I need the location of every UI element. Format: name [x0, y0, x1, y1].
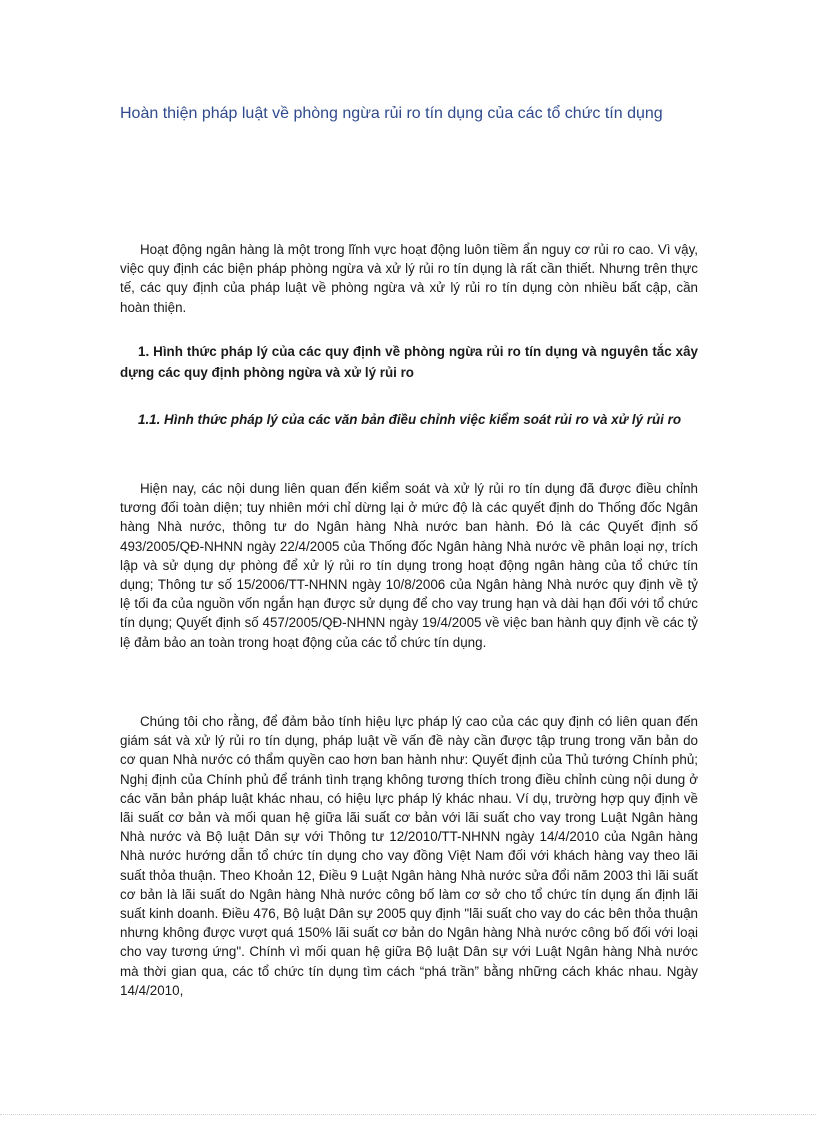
section-heading-1: 1. Hình thức pháp lý của các quy định về phòng ngừa rủi ro tín dụng và nguyên tắc xây dựng các quy định phòng ngừa và xử lý rủi ro	[120, 344, 698, 380]
body-paragraph-1: Hiện nay, các nội dung liên quan đến kiểm soát và xử lý rủi ro tín dụng đã được điều chỉnh tương đối toàn diện; tuy nhiên mới chỉ dừng lại ở mức độ là các quyết định do Thống đốc Ngân hàng Nhà nước, thông tư do Ngân hàng Nhà nước ban hành. Đó là các Quyết định số 493/2005/QĐ-NHNN ngày 22/4/2005 của Thống đốc Ngân hàng Nhà nước về phân loại nợ, trích lập và sử dụng dự phòng để xử lý rủi ro tín dụng trong hoạt động ngân hàng của tổ chức tín dụng; Thông tư số 15/2006/TT-NHNN ngày 10/8/2006 của Ngân hàng Nhà nước quy định về tỷ lệ tối đa của nguồn vốn ngắn hạn được sử dụng để cho vay trung hạn và dài hạn đối với tổ chức tín dụng; Quyết định số 457/2005/QĐ-NHNN ngày 19/4/2005 về việc ban hành quy định về các tỷ lệ đảm bảo an toàn trong hoạt động của các tổ chức tín dụng.	[120, 481, 698, 650]
body-paragraph-2: Chúng tôi cho rằng, để đảm bảo tính hiệu lực pháp lý cao của các quy định có liên quan đến giám sát và xử lý rủi ro tín dụng, pháp luật về vấn đề này cần được tập trung trong văn bản do cơ quan Nhà nước có thẩm quyền cao hơn ban hành như: Quyết định của Thủ tướng Chính phủ; Nghị định của Chính phủ để tránh tình trạng không tương thích trong điều chỉnh cùng nội dung ở các văn bản pháp luật khác nhau, có hiệu lực pháp lý khác nhau. Ví dụ, trường hợp quy định về lãi suất cơ bản và mối quan hệ giữa lãi suất cơ bản với lãi suất cho vay trong Luật Ngân hàng Nhà nước và Bộ luật Dân sự với Thông tư 12/2010/TT-NHNN ngày 14/4/2010 của Ngân hàng Nhà nước hướng dẫn tổ chức tín dụng cho vay đồng Việt Nam đối với khách hàng vay theo lãi suất thỏa thuận. Theo Khoản 12, Điều 9 Luật Ngân hàng Nhà nước sửa đổi năm 2003 thì lãi suất cơ bản là lãi suất do Ngân hàng Nhà nước công bố làm cơ sở cho tổ chức tín dụng ấn định lãi suất kinh doanh. Điều 476, Bộ luật Dân sự 2005 quy định "lãi suất cho vay do các bên thỏa thuận nhưng không được vượt quá 150% lãi suất cơ bản do Ngân hàng Nhà nước công bố đối với loại cho vay tương ứng". Chính vì mối quan hệ giữa Bộ luật Dân sự với Luật Ngân hàng Nhà nước mà thời gian qua, các tổ chức tín dụng tìm cách “phá trần” bằng những cách khác nhau. Ngày 14/4/2010,	[120, 714, 698, 998]
section-heading-1-1: 1.1. Hình thức pháp lý của các văn bản điều chỉnh việc kiểm soát rủi ro và xử lý rủi ro	[138, 412, 682, 427]
page-bottom-divider	[0, 1114, 816, 1115]
article-title: Hoàn thiện pháp luật về phòng ngừa rủi ro tín dụng của các tổ chức tín dụng	[120, 105, 663, 122]
intro-paragraph: Hoạt động ngân hàng là một trong lĩnh vực hoạt động luôn tiềm ẩn nguy cơ rủi ro cao. Vì vậy, việc quy định các biện pháp phòng ngừa và xử lý rủi ro tín dụng là rất cần thiết. Nhưng trên thực tế, các quy định của pháp luật về phòng ngừa và xử lý rủi ro tín dụng còn nhiều bất cập, cần hoàn thiện.	[120, 242, 698, 315]
